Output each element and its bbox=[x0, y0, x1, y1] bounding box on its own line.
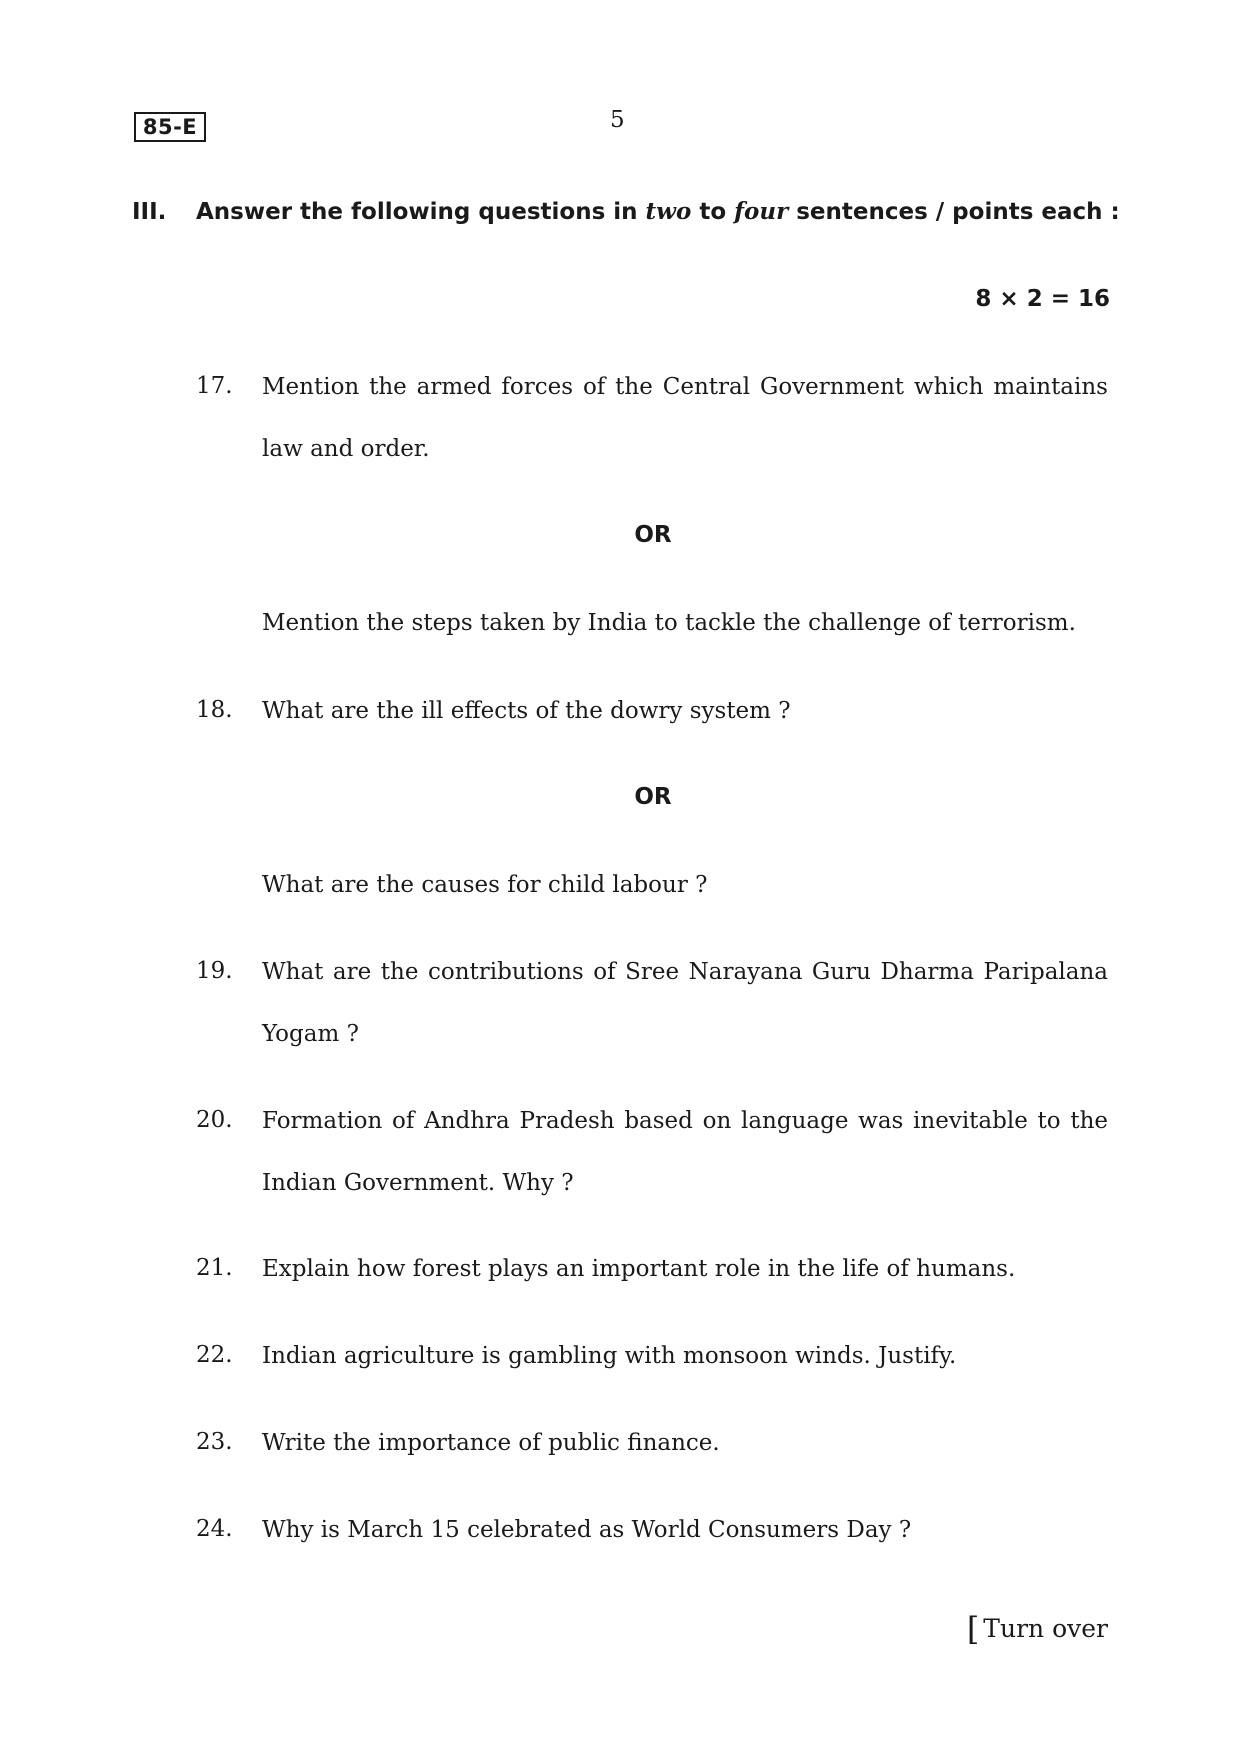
turn-over-text: Turn over bbox=[983, 1614, 1108, 1643]
section-instruction-emphasis-four: four bbox=[734, 198, 789, 225]
question-number-21: 21. bbox=[196, 1255, 233, 1281]
question-number-19: 19. bbox=[196, 958, 233, 984]
question-number-24: 24. bbox=[196, 1516, 233, 1542]
question-text-22: Indian agriculture is gambling with monsoon winds. Justify. bbox=[262, 1343, 957, 1369]
page-number: 5 bbox=[610, 107, 625, 133]
question-text-17: Mention the armed forces of the Central Government which maintains law and order. bbox=[262, 374, 1108, 462]
turn-over-bracket: [ bbox=[966, 1610, 980, 1648]
section-instruction-emphasis-two: two bbox=[645, 198, 692, 225]
question-text-18: What are the ill effects of the dowry system ? bbox=[262, 698, 791, 724]
paper-code-box: 85-E bbox=[134, 112, 206, 142]
section-roman-numeral: III. bbox=[132, 199, 167, 225]
turn-over-note bbox=[967, 1610, 1108, 1648]
question-text-21: Explain how forest plays an important role in the life of humans. bbox=[262, 1256, 1016, 1282]
question-number-20: 20. bbox=[196, 1107, 233, 1133]
question-alternative-18: What are the causes for child labour ? bbox=[262, 872, 708, 898]
question-alternative-17: Mention the steps taken by India to tackle the challenge of terrorism. bbox=[262, 610, 1076, 636]
or-separator-18: OR bbox=[634, 784, 672, 810]
question-text-24: Why is March 15 celebrated as World Consumers Day ? bbox=[262, 1517, 912, 1543]
question-number-18: 18. bbox=[196, 697, 233, 723]
section-marks: 8 × 2 = 16 bbox=[975, 286, 1110, 312]
question-text-23: Write the importance of public finance. bbox=[262, 1430, 720, 1456]
question-number-17: 17. bbox=[196, 373, 233, 399]
question-number-23: 23. bbox=[196, 1429, 233, 1455]
section-instruction-part3: sentences / points each : bbox=[788, 199, 1120, 225]
section-heading bbox=[132, 198, 1120, 225]
or-separator-17: OR bbox=[634, 522, 672, 548]
question-text-19: What are the contributions of Sree Narayana Guru Dharma Paripalana Yogam ? bbox=[262, 959, 1108, 1047]
section-instruction-part1: Answer the following questions in bbox=[196, 199, 646, 225]
question-text-20: Formation of Andhra Pradesh based on language was inevitable to the Indian Government. Why ? bbox=[262, 1108, 1108, 1196]
section-instruction-part2: to bbox=[691, 199, 735, 225]
question-number-22: 22. bbox=[196, 1342, 233, 1368]
